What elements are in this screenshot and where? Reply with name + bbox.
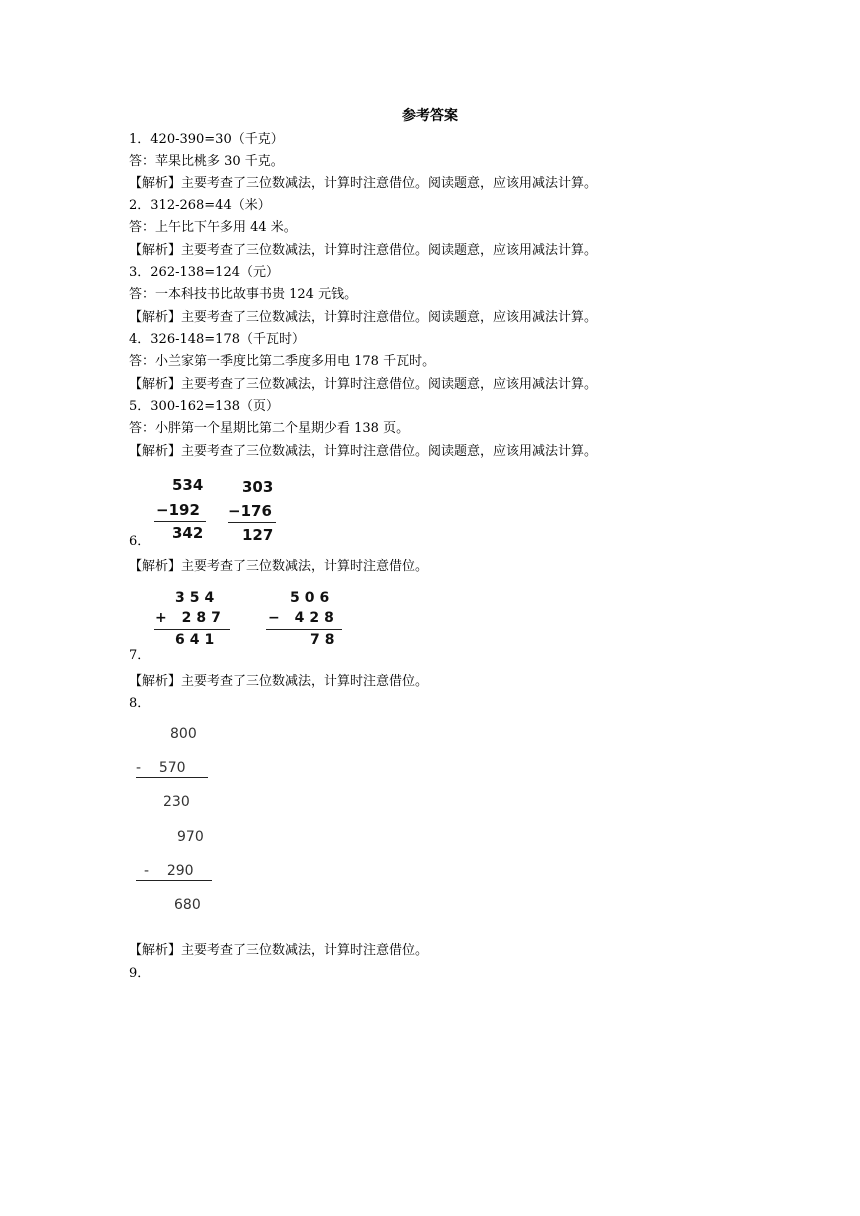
q6b-subtrahend: −176 [228, 502, 272, 520]
answer-4-analysis: 【解析】主要考查了三位数减法，计算时注意借位。阅读题意，应该用减法计算。 [129, 377, 598, 392]
answer-5-analysis: 【解析】主要考查了三位数减法，计算时注意借位。阅读题意，应该用减法计算。 [129, 444, 598, 459]
q8a-rule [136, 777, 208, 778]
q6b-minuend: 303 [242, 478, 274, 496]
q7a-first-number: 354 [175, 590, 220, 606]
answer-5-response: 答：小胖第一个星期比第二个星期少看 138 页。 [129, 421, 410, 436]
q7b-minuend: 506 [290, 590, 335, 606]
q8a-minuend: 800 [170, 726, 197, 742]
q7-vertical-calculations [150, 590, 360, 652]
q7b-difference: 78 [310, 632, 340, 648]
q7b-subtrahend: − 428 [268, 610, 339, 626]
answer-7-analysis: 【解析】主要考查了三位数减法，计算时注意借位。 [129, 674, 429, 689]
q8b-rule [136, 880, 212, 881]
q8a-subtrahend: - 570 [136, 760, 186, 776]
answer-6-label: 6． [129, 534, 151, 549]
q6a-rule [154, 521, 206, 522]
q6a-minuend: 534 [172, 476, 204, 494]
answer-6-analysis: 【解析】主要考查了三位数减法，计算时注意借位。 [129, 559, 429, 574]
answer-2-analysis: 【解析】主要考查了三位数减法，计算时注意借位。阅读题意，应该用减法计算。 [129, 243, 598, 258]
q6b-difference: 127 [242, 526, 274, 544]
answer-3-response: 答：一本科技书比故事书贵 124 元钱。 [129, 287, 358, 302]
answer-3-analysis: 【解析】主要考查了三位数减法，计算时注意借位。阅读题意，应该用减法计算。 [129, 310, 598, 325]
answer-3-equation: 3．262-138=124（元） [129, 265, 279, 280]
q6-vertical-calculations [150, 476, 290, 546]
q6a-subtrahend: −192 [156, 501, 200, 519]
q8b-subtrahend: - 290 [144, 863, 194, 879]
q8b-minuend: 970 [177, 829, 204, 845]
answer-4-response: 答：小兰家第一季度比第二季度多用电 178 千瓦时。 [129, 354, 436, 369]
q7b-rule [266, 629, 342, 630]
answer-5-equation: 5．300-162=138（页） [129, 399, 279, 414]
answer-8-analysis: 【解析】主要考查了三位数减法，计算时注意借位。 [129, 943, 429, 958]
q8b-difference: 680 [174, 897, 201, 913]
page-title: 参考答案 [402, 108, 458, 124]
answer-8-label: 8． [129, 696, 151, 711]
answer-7-label: 7． [129, 648, 151, 663]
answer-2-response: 答：上午比下午多用 44 米。 [129, 220, 297, 235]
q6a-difference: 342 [172, 524, 204, 542]
answer-1-equation: 1．420-390=30（千克） [129, 132, 284, 147]
q6b-rule [228, 522, 276, 523]
q7a-second-number: + 287 [155, 610, 226, 626]
q7a-rule [154, 629, 230, 630]
answer-1-analysis: 【解析】主要考查了三位数减法，计算时注意借位。阅读题意，应该用减法计算。 [129, 176, 598, 191]
answer-9-label: 9． [129, 966, 151, 981]
q8a-difference: 230 [163, 794, 190, 810]
q8-vertical-calculations [130, 726, 250, 916]
answer-4-equation: 4．326-148=178（千瓦时） [129, 332, 305, 347]
answer-1-response: 答：苹果比桃多 30 千克。 [129, 154, 284, 169]
q7a-sum: 641 [175, 632, 220, 648]
answer-2-equation: 2．312-268=44（米） [129, 198, 271, 213]
